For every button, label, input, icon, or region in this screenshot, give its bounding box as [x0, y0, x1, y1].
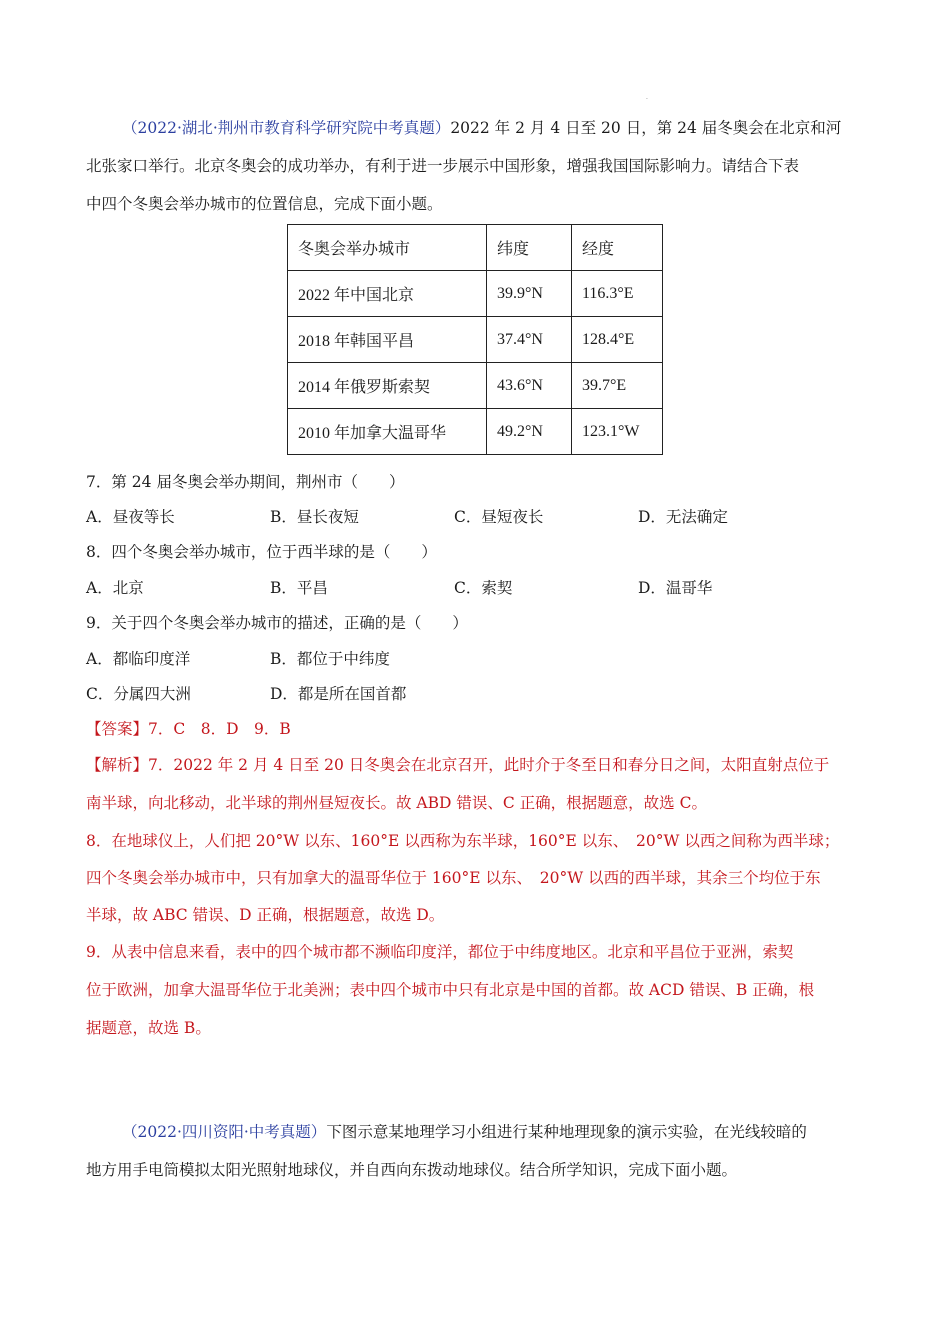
analysis-8-line-3: 半球，故 ABC 错误、D 正确，根据题意，故选 D。: [86, 906, 445, 924]
table-header-latitude: 纬度: [487, 225, 572, 271]
table-row: [288, 363, 663, 409]
intro1-line-1: [122, 116, 841, 140]
q7-option-a: A．昼夜等长: [86, 508, 175, 526]
table-cell-latitude: 37.4°N: [487, 317, 572, 363]
q9-option-b: B．都位于中纬度: [270, 650, 390, 668]
table-cell-latitude: 39.9°N: [487, 271, 572, 317]
q9-option-a: A．都临印度洋: [86, 650, 191, 668]
table-cell-city: 2014 年俄罗斯索契: [288, 363, 487, 409]
analysis-9-line-3: 据题意，故选 B。: [86, 1019, 211, 1037]
table-header-city: 冬奥会举办城市: [288, 225, 487, 271]
table-cell-longitude: 128.4°E: [572, 317, 663, 363]
intro2-line-2: 地方用手电筒模拟太阳光照射地球仪，并自西向东拨动地球仪。结合所学知识，完成下面小题。: [86, 1161, 738, 1179]
table-row: [288, 409, 663, 455]
q8-option-c: C．索契: [454, 579, 513, 597]
intro1-source: （2022·湖北·荆州市教育科学研究院中考真题）: [122, 119, 451, 137]
question-7-stem: 7．第 24 届冬奥会举办期间，荆州市（ ）: [86, 473, 405, 491]
q7-option-d: D．无法确定: [638, 508, 728, 526]
q9-option-d: D．都是所在国首都: [270, 685, 407, 703]
page-dot-mark: ·: [646, 96, 648, 103]
answer-line: 【答案】7．C 8．D 9．B: [86, 720, 291, 738]
intro1-line-3: 中四个冬奥会举办城市的位置信息，完成下面小题。: [86, 195, 443, 213]
analysis-7-line-1: 【解析】7．2022 年 2 月 4 日至 20 日冬奥会在北京召开，此时介于冬至日和春分日之间，太阳直射点位于: [86, 756, 830, 774]
intro2-line-1: [122, 1120, 807, 1144]
analysis-8-line-2: 四个冬奥会举办城市中，只有加拿大的温哥华位于 160°E 以东、 20°W 以西的西半球，其余三个均位于东: [86, 869, 821, 887]
q7-option-b: B．昼长夜短: [270, 508, 359, 526]
table-cell-longitude: 123.1°W: [572, 409, 663, 455]
q9-option-c: C．分属四大洲: [86, 685, 191, 703]
olympic-cities-table: [287, 224, 663, 455]
table-cell-city: 2010 年加拿大温哥华: [288, 409, 487, 455]
table-cell-longitude: 116.3°E: [572, 271, 663, 317]
q8-option-a: A．北京: [86, 579, 144, 597]
intro1-line-2: 北张家口举行。北京冬奥会的成功举办，有利于进一步展示中国形象，增强我国国际影响力。请结合下表: [86, 157, 800, 175]
table-header-longitude: 经度: [572, 225, 663, 271]
q8-option-b: B．平昌: [270, 579, 328, 597]
intro1-text-1: 2022 年 2 月 4 日至 20 日，第 24 届冬奥会在北京和河: [450, 119, 842, 137]
q8-option-d: D．温哥华: [638, 579, 713, 597]
table-row: [288, 271, 663, 317]
analysis-9-line-1: 9．从表中信息来看，表中的四个城市都不濒临印度洋，都位于中纬度地区。北京和平昌位于亚洲，索契: [86, 943, 794, 961]
table-row: [288, 317, 663, 363]
question-8-stem: 8．四个冬奥会举办城市，位于西半球的是（ ）: [86, 543, 437, 561]
table-cell-latitude: 49.2°N: [487, 409, 572, 455]
table-cell-latitude: 43.6°N: [487, 363, 572, 409]
intro2-source: （2022·四川资阳·中考真题）: [122, 1123, 327, 1141]
q7-option-c: C．昼短夜长: [454, 508, 544, 526]
analysis-9-line-2: 位于欧洲，加拿大温哥华位于北美洲；表中四个城市中只有北京是中国的首都。故 ACD 错误、B 正确，根: [86, 981, 815, 999]
table-cell-longitude: 39.7°E: [572, 363, 663, 409]
analysis-8-line-1: 8．在地球仪上，人们把 20°W 以东、160°E 以西称为东半球，160°E 以东、 20°W 以西之间称为西半球；: [86, 832, 840, 850]
table-cell-city: 2018 年韩国平昌: [288, 317, 487, 363]
table-header-row: [288, 225, 663, 271]
intro2-text-1: 下图示意某地理学习小组进行某种地理现象的演示实验，在光线较暗的: [326, 1123, 807, 1141]
table-cell-city: 2022 年中国北京: [288, 271, 487, 317]
question-9-stem: 9．关于四个冬奥会举办城市的描述，正确的是（ ）: [86, 614, 468, 632]
analysis-7-line-2: 南半球，向北移动，北半球的荆州昼短夜长。故 ABD 错误、C 正确，根据题意，故选 C。: [86, 794, 707, 812]
